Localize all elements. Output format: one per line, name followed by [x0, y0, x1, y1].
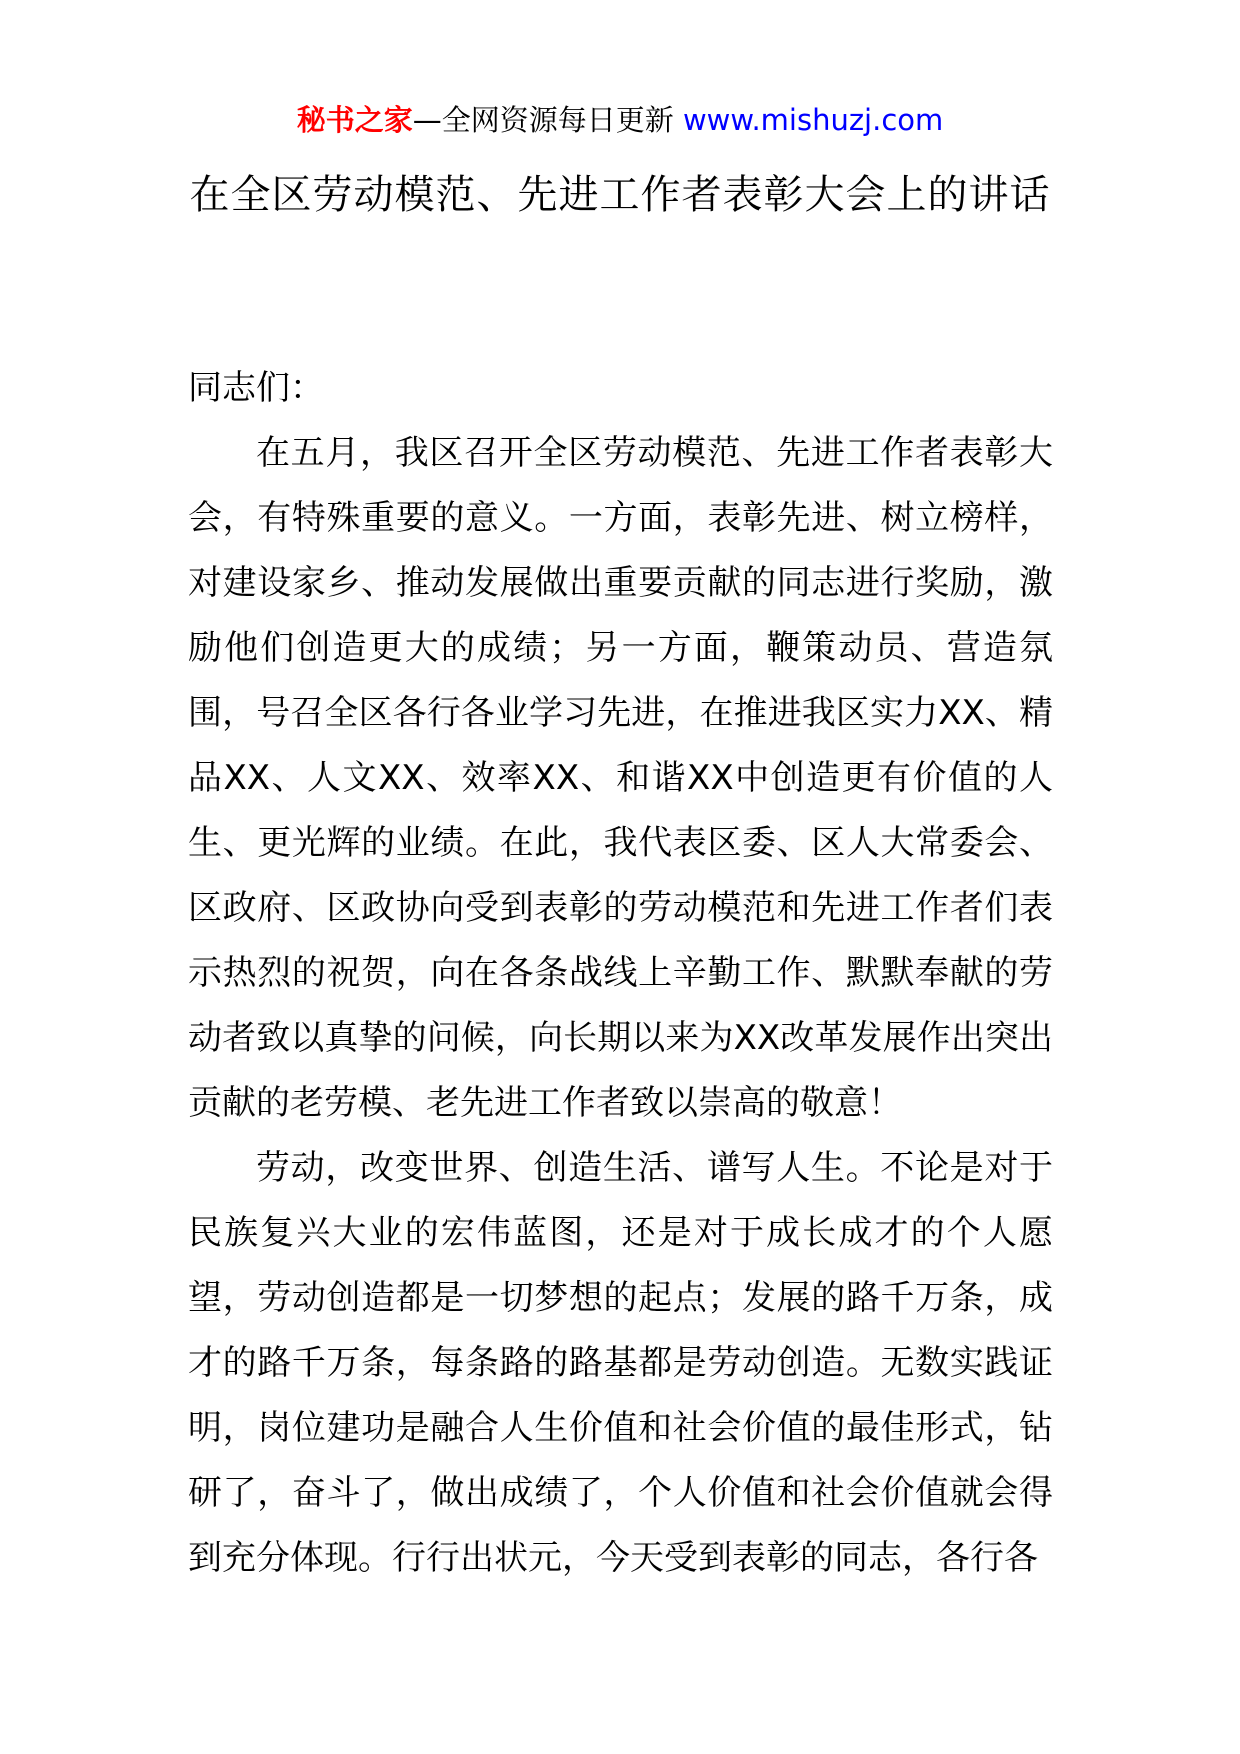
brand-name: 秘书之家: [296, 103, 413, 137]
document-title: 在全区劳动模范、先进工作者表彰大会上的讲话: [189, 172, 1051, 218]
site-header: [0, 100, 1240, 140]
paragraph-2: 劳动，改变世界、创造生活、谱写人生。不论是对于民族复兴大业的宏伟蓝图，还是对于成长成才的个人愿望，劳动创造都是一切梦想的起点；发展的路千万条，成才的路千万条，每条路的路基都是劳动创造。无数实践证明，岗位建功是融合人生价值和社会价值的最佳形式，钻研了，奋斗了，做出成绩了，个人价值和社会价值就会得到充分体现。行行出状元，今天受到表彰的同志，各行各: [188, 1148, 1053, 1578]
salutation: 同志们：: [188, 368, 324, 408]
paragraph-1: 在五月，我区召开全区劳动模范、先进工作者表彰大会，有特殊重要的意义。一方面，表彰先进、树立榜样，对建设家乡、推动发展做出重要贡献的同志进行奖励，激励他们创造更大的成绩；另一方面，鞭策动员、营造氛围，号召全区各行各业学习先进，在推进我区实力XX、精品XX、人文XX、效率XX、和谐XX中创造更有价值的人生、更光辉的业绩。在此，我代表区委、区人大常委会、区政府、区政协向受到表彰的劳动模范和先进工作者们表示热烈的祝贺，向在各条战线上辛勤工作、默默奉献的劳动者致以真挚的问候，向长期以来为XX改革发展作出突出贡献的老劳模、老先进工作者致以崇高的敬意！: [188, 433, 1053, 1123]
document-body: [188, 356, 1053, 1591]
header-tagline: —全网资源每日更新: [412, 103, 674, 137]
site-url-link[interactable]: www.mishuzj.com: [682, 103, 944, 137]
